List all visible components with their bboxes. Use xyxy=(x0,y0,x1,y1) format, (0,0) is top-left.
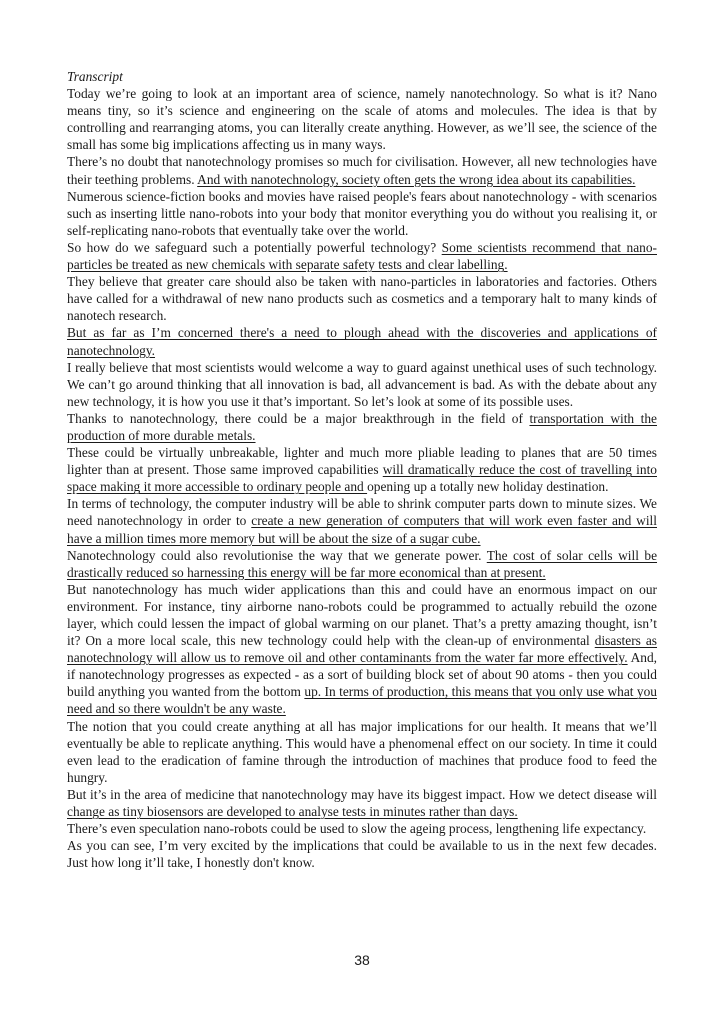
underlined-text: up. In terms of production, this means that you only use what you need and so there wouldn't be any waste. xyxy=(67,684,657,717)
underlined-text: change as tiny biosensors are developed to analyse tests in minutes rather than days. xyxy=(67,804,518,820)
transcript-paragraph xyxy=(67,153,657,187)
paragraph-text: The notion that you could create anything at all has major implications for our health. It means that we’ll eventually be able to replicate anything. This would have a phenomenal effect on our society. In time it could even lead to the eradication of famine through the introduction of machines that produce food to feed the hungry. xyxy=(67,718,657,785)
paragraph-text: Numerous science-fiction books and movies have raised people's fears about nanotechnology - with scenarios such as inserting little nano-robots into your body that monitor everything you do without you realising it, or self-replicating nano-robots that eventually take over the world. xyxy=(67,188,657,238)
transcript-paragraph xyxy=(67,547,657,581)
underlined-text: The cost of solar cells will be drastically reduced so harnessing this energy will be far more economical than at present. xyxy=(67,547,658,580)
transcript-paragraph xyxy=(67,410,657,444)
transcript-body xyxy=(67,85,657,871)
transcript-paragraph xyxy=(67,85,657,153)
paragraph-text: They believe that greater care should also be taken with nano-particles in laboratories and factories. Others have called for a withdrawal of new nano products such as cosmetics and a temporary halt to many kinds of nanotech research. xyxy=(67,274,657,324)
paragraph-text: There’s even speculation nano-robots could be used to slow the ageing process, lengthening life expectancy. xyxy=(67,821,647,837)
underlined-text: create a new generation of computers that will work even faster and will have a million times more memory but will be about the size of a sugar cube. xyxy=(67,513,657,546)
transcript-paragraph xyxy=(67,718,657,786)
transcript-paragraph xyxy=(67,324,657,358)
paragraph-text: But nanotechnology has much wider applications than this and could have an enormous impact on our environment. For instance, tiny airborne nano-robots could be programmed to actually rebuild the ozone layer, which could lessen the impact of global warming on our planet. That’s a pretty amazing thought, isn’t it? On a more local scale, this new technology could help with the clean-up of environmental xyxy=(67,581,657,649)
paragraph-text: But it’s in the area of medicine that nanotechnology may have its biggest impact. How we detect disease will xyxy=(67,786,657,802)
transcript-page xyxy=(67,68,657,871)
transcript-paragraph xyxy=(67,837,657,871)
transcript-title: Transcript xyxy=(67,69,123,84)
underlined-text: Some scientists recommend that nano-particles be treated as new chemicals with separate safety tests and clear labelling. xyxy=(67,239,657,273)
paragraph-text: Today we’re going to look at an important area of science, namely nanotechnology. So what is it? Nano means tiny, so it’s science and engineering on the scale of atoms and molecules. The idea is that by controlling and rearranging atoms, you can literally create anything. However, as we’ll see, the science of the small has some big implications affecting us in many ways. xyxy=(67,86,657,153)
paragraph-text: And, if nanotechnology progresses as expected - as a sort of building block set of about 90 atoms - then you could build anything you wanted from the bottom xyxy=(67,650,657,700)
transcript-paragraph xyxy=(67,820,657,837)
transcript-paragraph xyxy=(67,188,657,239)
transcript-paragraph xyxy=(67,495,657,546)
underlined-text: transportation with the production of more durable metals. xyxy=(67,410,657,443)
paragraph-text: In terms of technology, the computer industry will be able to shrink computer parts down to minute sizes. We need nanotechnology in order to xyxy=(67,496,657,529)
paragraph-text: Nanotechnology could also revolutionise the way that we generate power. xyxy=(67,547,487,563)
paragraph-text: opening up a totally new holiday destination. xyxy=(367,479,609,495)
page-number: 38 xyxy=(354,952,370,968)
paragraph-text: Thanks to nanotechnology, there could be a major breakthrough in the field of xyxy=(67,410,530,426)
paragraph-text: These could be virtually unbreakable, lighter and much more pliable leading to planes that are 50 times lighter than at present. Those same improved capabilities xyxy=(67,445,657,478)
underlined-text: And with nanotechnology, society often gets the wrong idea about its capabilities. xyxy=(197,171,636,187)
transcript-paragraph xyxy=(67,581,657,718)
underlined-text: But as far as I’m concerned there's a need to plough ahead with the discoveries and applications of nanotechnology. xyxy=(67,325,657,358)
transcript-paragraph xyxy=(67,444,657,495)
paragraph-text: So how do we safeguard such a potentially powerful technology? xyxy=(67,239,442,255)
transcript-paragraph xyxy=(67,239,657,273)
transcript-paragraph xyxy=(67,786,657,820)
underlined-text: will dramatically reduce the cost of travelling into space making it more accessible to ordinary people and xyxy=(67,462,657,495)
paragraph-text: As you can see, I’m very excited by the implications that could be available to us in the next few decades. Just how long it’ll take, I honestly don't know. xyxy=(67,838,657,871)
transcript-paragraph xyxy=(67,273,657,324)
underlined-text: disasters as nanotechnology will allow us to remove oil and other contaminants from the water far more effectively. xyxy=(67,633,658,666)
paragraph-text: There’s no doubt that nanotechnology promises so much for civilisation. However, all new technologies have their teething problems. xyxy=(67,154,657,187)
transcript-paragraph xyxy=(67,359,657,410)
paragraph-text: I really believe that most scientists would welcome a way to guard against unethical uses of such technology. We can’t go around thinking that all innovation is bad, all advancement is bad. As with the debate about any new technology, it is how you use it that’s important. So let’s look at some of its possible uses. xyxy=(67,359,657,409)
